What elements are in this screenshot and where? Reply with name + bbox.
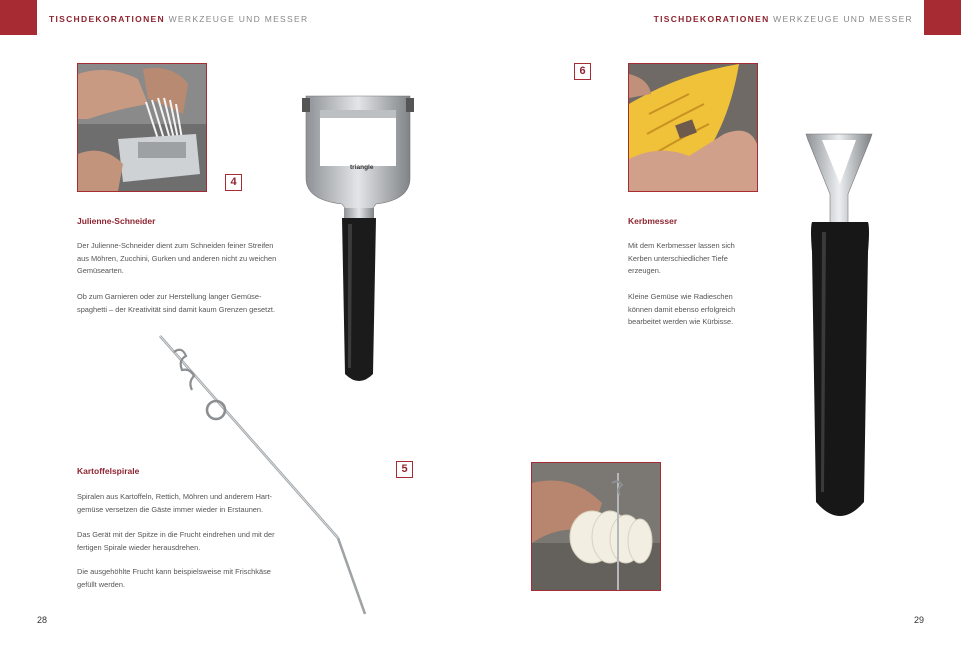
text-line: Ob zum Garnieren oder zur Herstellung langer Gemüse- <box>77 292 262 301</box>
item-number-6: 6 <box>574 63 591 80</box>
kartoffelspirale-paragraph-3 <box>77 566 271 591</box>
text-line: gemüse versetzen die Gäste immer wieder in Erstaunen. <box>77 504 264 514</box>
page-number-left: 28 <box>37 615 48 625</box>
item-number-4: 4 <box>225 174 242 191</box>
text-line: bearbeitet werden wie Kürbisse. <box>628 317 734 327</box>
text-line: spaghetti – der Kreativität sind damit kaum Grenzen gesetzt. <box>77 304 276 314</box>
kartoffelspirale-paragraph-2 <box>77 529 275 554</box>
text-line: Der Julienne-Schneider dient zum Schneiden feiner Streifen <box>77 241 274 250</box>
text-line: können damit ebenso erfolgreich <box>628 304 736 314</box>
text-line: Spiralen aus Kartoffeln, Rettich, Möhren und anderem Hart- <box>77 492 272 501</box>
text-line: aus Möhren, Zucchini, Gurken und anderen nicht zu weichen <box>77 253 277 263</box>
julienne-paragraph-1 <box>77 240 276 278</box>
text-line: Das Gerät mit der Spitze in die Frucht eindrehen und mit der <box>77 530 275 539</box>
corner-accent-left <box>0 0 37 35</box>
julienne-heading: Julienne-Schneider <box>77 216 156 226</box>
julienne-paragraph-2 <box>77 291 275 316</box>
header-subsection: WERKZEUGE UND MESSER <box>164 14 309 24</box>
text-line: Kleine Gemüse wie Radieschen <box>628 292 733 301</box>
running-header-left <box>49 14 308 24</box>
channel-knife-photo <box>628 63 758 192</box>
text-line: fertigen Spirale wieder herausdrehen. <box>77 542 201 552</box>
text-line: gefüllt werden. <box>77 579 126 589</box>
corner-accent-right <box>924 0 961 35</box>
text-line: Gemüsearten. <box>77 266 124 276</box>
kartoffelspirale-paragraph-1 <box>77 491 272 516</box>
channel-knife-product-image <box>800 132 880 532</box>
text-line: Mit dem Kerbmesser lassen sich <box>628 241 735 250</box>
kerbmesser-paragraph-2 <box>628 291 735 329</box>
potato-spiral-photo <box>531 462 661 591</box>
text-line: erzeugen. <box>628 266 661 276</box>
header-section: TISCHDEKORATIONEN <box>49 14 165 24</box>
text-line: Kerben unterschiedlicher Tiefe <box>628 253 728 263</box>
page-number-right: 29 <box>913 615 924 625</box>
brand-label: triangle <box>350 164 374 171</box>
julienne-cutter-photo <box>77 63 207 192</box>
kerbmesser-paragraph-1 <box>628 240 735 278</box>
kerbmesser-heading: Kerbmesser <box>628 216 678 226</box>
header-section: TISCHDEKORATIONEN <box>653 14 770 24</box>
kartoffelspirale-heading: Kartoffelspirale <box>77 466 140 476</box>
text-line: Die ausgehöhlte Frucht kann beispielsweise mit Frischkäse <box>77 567 271 576</box>
item-number-5: 5 <box>396 461 413 478</box>
header-subsection: WERKZEUGE UND MESSER <box>769 14 913 24</box>
running-header-right <box>654 14 913 24</box>
